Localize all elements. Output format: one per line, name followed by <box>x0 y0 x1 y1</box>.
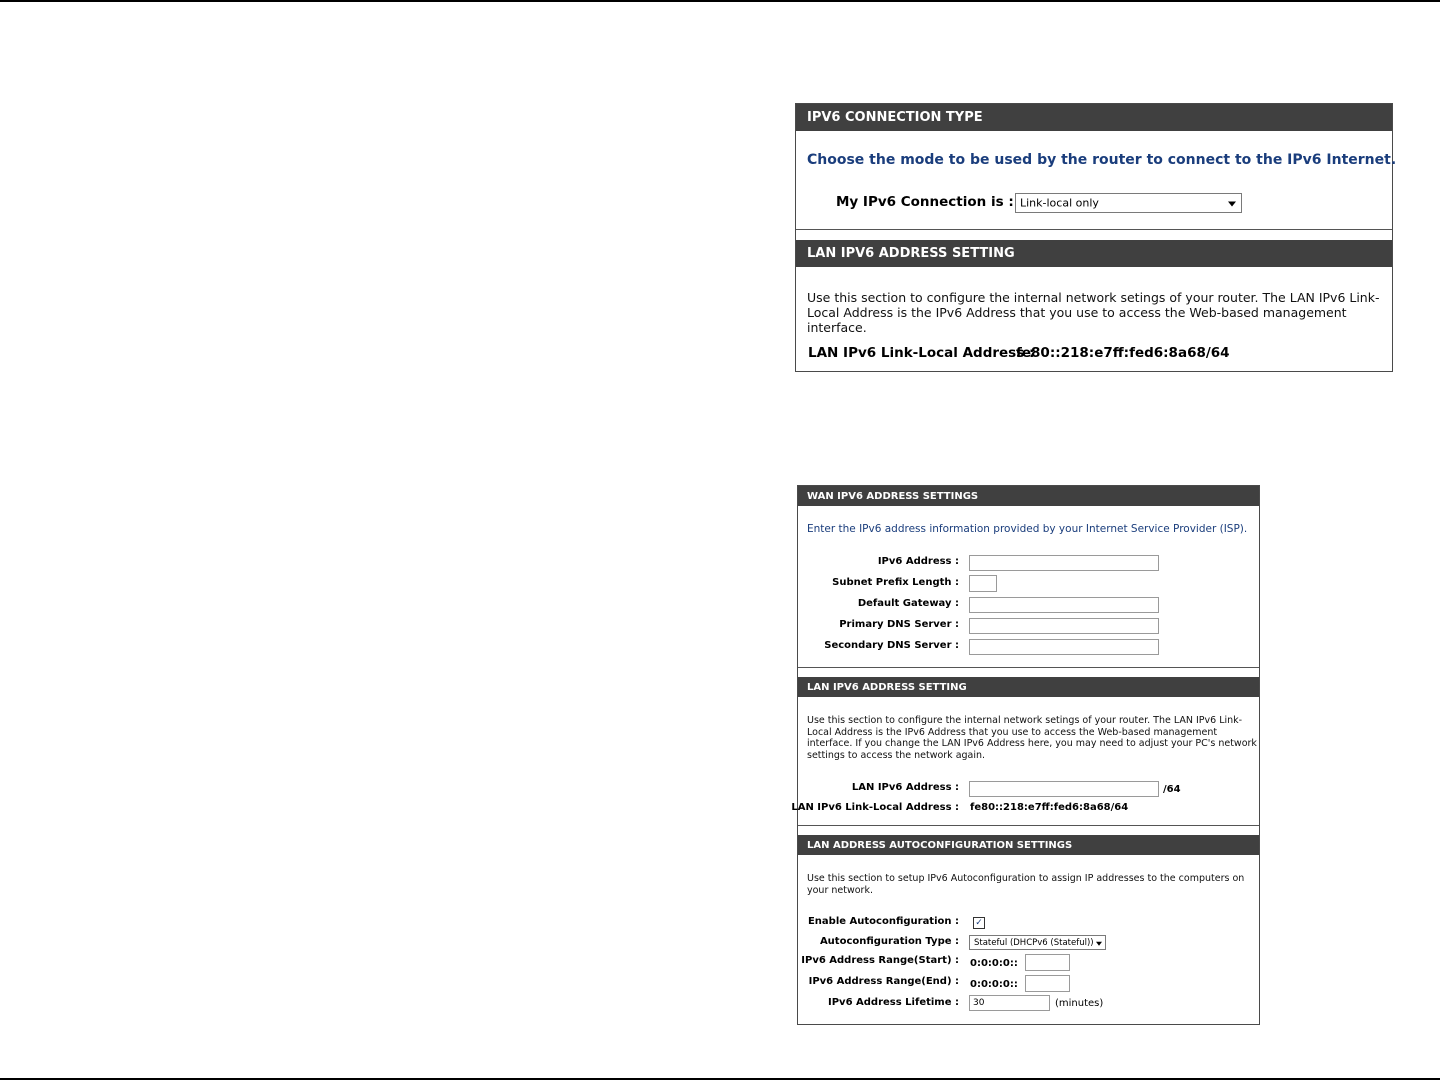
chevron-down-icon <box>1096 941 1102 945</box>
lan-ipv6-address-setting-header: LAN IPV6 ADDRESS SETTING <box>796 240 1392 267</box>
bottom-rule <box>0 1078 1440 1080</box>
ipv6-address-lifetime-input[interactable] <box>969 995 1050 1011</box>
primary-dns-label: Primary DNS Server : <box>839 619 959 630</box>
ipv6-static-config-panel <box>791 485 1260 1025</box>
lan-ipv6-address-setting-header: LAN IPV6 ADDRESS SETTING <box>798 677 1259 697</box>
lan-ipv6-address-input[interactable] <box>969 781 1159 797</box>
connection-type-select[interactable] <box>1015 193 1242 213</box>
chevron-down-icon <box>1228 202 1236 207</box>
lan-link-local-address-label: LAN IPv6 Link-Local Address : <box>791 802 959 813</box>
lan-setting-description: Use this section to configure the internal network setings of your router. The LAN IPv6 Link-Local Address is the IPv6 Address that you use to access the Web-based management interface. <box>807 290 1380 335</box>
ipv6-range-start-prefix: 0:0:0:0:: <box>970 958 1018 969</box>
lan-autoconfiguration-header: LAN ADDRESS AUTOCONFIGURATION SETTINGS <box>798 835 1259 855</box>
ipv6-range-end-label: IPv6 Address Range(End) : <box>808 976 959 987</box>
wan-ipv6-address-settings-header: WAN IPV6 ADDRESS SETTINGS <box>798 486 1259 506</box>
section-divider <box>798 667 1259 668</box>
autoconfiguration-type-select[interactable] <box>969 935 1106 950</box>
primary-dns-input[interactable] <box>969 618 1159 634</box>
secondary-dns-label: Secondary DNS Server : <box>824 640 959 651</box>
autoconfiguration-type-label: Autoconfiguration Type : <box>819 936 959 947</box>
ipv6-range-end-prefix: 0:0:0:0:: <box>970 979 1018 990</box>
autoconfiguration-type-selected-value: Stateful (DHCPv6 (Stateful)) <box>974 937 1094 948</box>
ipv6-range-end-input[interactable] <box>1025 975 1070 992</box>
lan-ipv6-address-label: LAN IPv6 Address : <box>851 782 959 793</box>
lifetime-unit: (minutes) <box>1055 998 1104 1009</box>
autoconfig-description: Use this section to setup IPv6 Autoconfiguration to assign IP addresses to the computers on your network. <box>807 873 1245 896</box>
ipv6-address-input[interactable] <box>969 555 1159 571</box>
lan-description: Use this section to configure the internal network setings of your router. The LAN IPv6 Link-Local Address is the IPv6 Address that you use to access the Web-based management interface. If you change the LAN IPv6 Address here, you may need to adjust your PC's network settings to access the network again. <box>807 715 1257 761</box>
lan-link-local-address-value: fe80::218:e7ff:fed6:8a68/64 <box>970 802 1129 813</box>
prefix-length-suffix: /64 <box>1163 784 1181 795</box>
ipv6-range-start-input[interactable] <box>1025 954 1070 971</box>
enable-autoconfiguration-checkbox[interactable]: ✓ <box>973 917 985 929</box>
ipv6-link-local-panel <box>795 103 1397 372</box>
link-local-address-value: fe80::218:e7ff:fed6:8a68/64 <box>1016 345 1230 361</box>
default-gateway-input[interactable] <box>969 597 1159 613</box>
ipv6-connection-type-header: IPV6 CONNECTION TYPE <box>796 104 1392 131</box>
connection-type-label: My IPv6 Connection is : <box>836 194 1014 210</box>
enable-autoconfiguration-label: Enable Autoconfiguration : <box>807 916 959 927</box>
connection-type-selected-value: Link-local only <box>1020 196 1099 210</box>
ipv6-address-lifetime-label: IPv6 Address Lifetime : <box>828 997 959 1008</box>
default-gateway-label: Default Gateway : <box>857 598 959 609</box>
wan-description: Enter the IPv6 address information provided by your Internet Service Provider (ISP). <box>807 523 1248 535</box>
ipv6-address-label: IPv6 Address : <box>877 556 959 567</box>
section-divider <box>798 825 1259 826</box>
link-local-address-label: LAN IPv6 Link-Local Address : <box>808 345 1035 361</box>
secondary-dns-input[interactable] <box>969 639 1159 655</box>
ipv6-range-start-label: IPv6 Address Range(Start) : <box>801 955 959 966</box>
subnet-prefix-length-input[interactable] <box>969 575 997 592</box>
top-rule <box>0 0 1440 2</box>
section-divider <box>796 229 1392 230</box>
connection-type-description: Choose the mode to be used by the router to connect to the IPv6 Internet. <box>807 152 1397 168</box>
subnet-prefix-length-label: Subnet Prefix Length : <box>832 577 959 588</box>
